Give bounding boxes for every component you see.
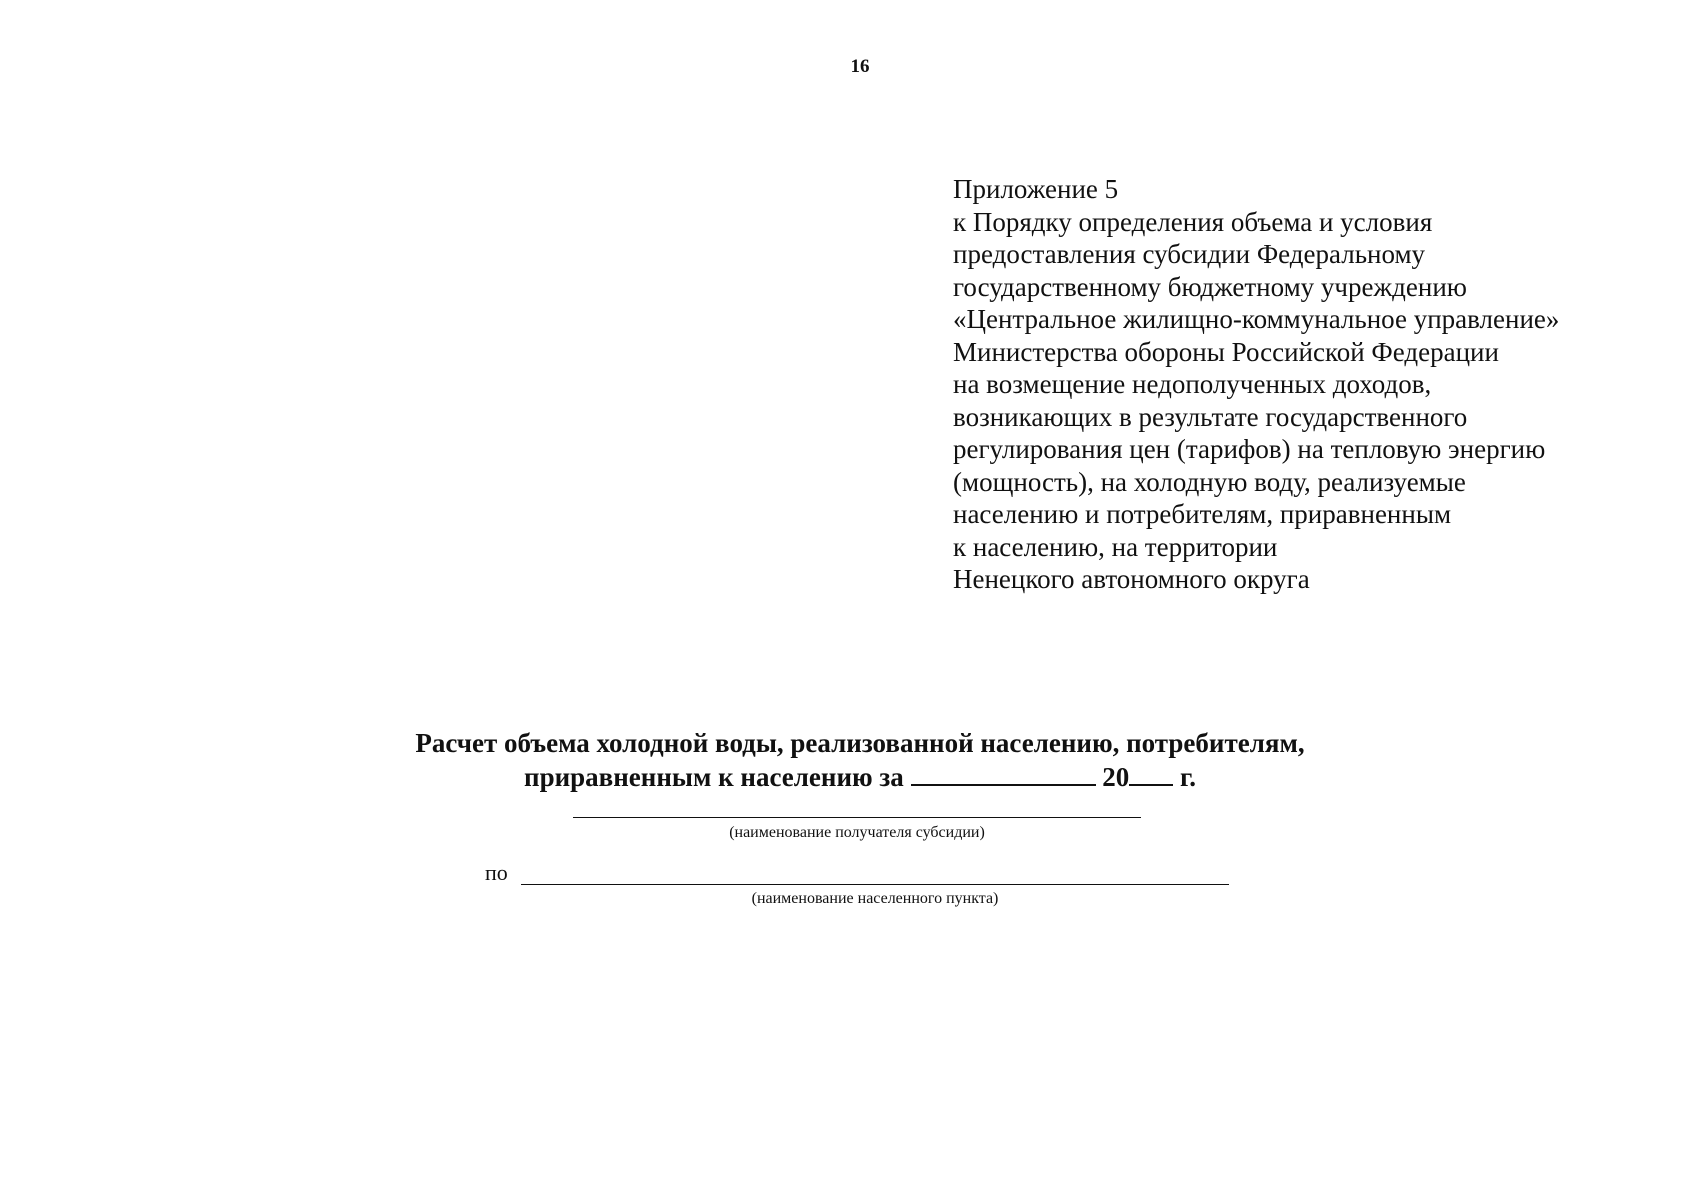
appendix-line: предоставления субсидии Федеральному bbox=[953, 239, 1426, 269]
by-label: по bbox=[485, 860, 508, 885]
appendix-line: на возмещение недополученных доходов, bbox=[953, 369, 1432, 399]
appendix-line: к Порядку определения объема и условия bbox=[953, 206, 1433, 237]
year-blank-field[interactable] bbox=[1129, 762, 1173, 786]
title-year-suffix: г. bbox=[1180, 762, 1196, 792]
appendix-line: Приложение 5 bbox=[953, 174, 1119, 204]
appendix-line: государственному бюджетному учреждению bbox=[953, 271, 1467, 302]
appendix-line: регулирования цен (тарифов) на тепловую энергию bbox=[953, 434, 1546, 464]
period-blank-field[interactable] bbox=[911, 762, 1096, 786]
title-year-prefix: 20 bbox=[1102, 762, 1130, 792]
appendix-line: возникающих в результате государственного bbox=[953, 401, 1468, 432]
appendix-line: к населению, на территории bbox=[953, 531, 1278, 562]
appendix-line: Ненецкого автономного округа bbox=[953, 564, 1310, 594]
appendix-line: Министерства обороны Российской Федерации bbox=[953, 336, 1499, 367]
title-line-1: Расчет объема холодной воды, реализованной населению, потребителям, bbox=[415, 728, 1305, 758]
appendix-block bbox=[953, 173, 1559, 596]
document-title bbox=[0, 726, 1698, 794]
recipient-name-field[interactable] bbox=[573, 817, 1141, 818]
recipient-caption: (наименование получателя субсидии) bbox=[729, 824, 985, 841]
settlement-caption: (наименование населенного пункта) bbox=[751, 890, 999, 907]
title-line-2 bbox=[0, 760, 1698, 794]
title-period-label: приравненным к населению за bbox=[524, 762, 904, 792]
appendix-line: (мощность), на холодную воду, реализуемые bbox=[953, 466, 1466, 497]
appendix-line: населению и потребителям, приравненным bbox=[953, 499, 1452, 529]
appendix-line: «Центральное жилищно-коммунальное управление» bbox=[953, 304, 1560, 334]
settlement-name-field[interactable] bbox=[521, 884, 1229, 885]
page-number: 16 bbox=[850, 56, 870, 77]
